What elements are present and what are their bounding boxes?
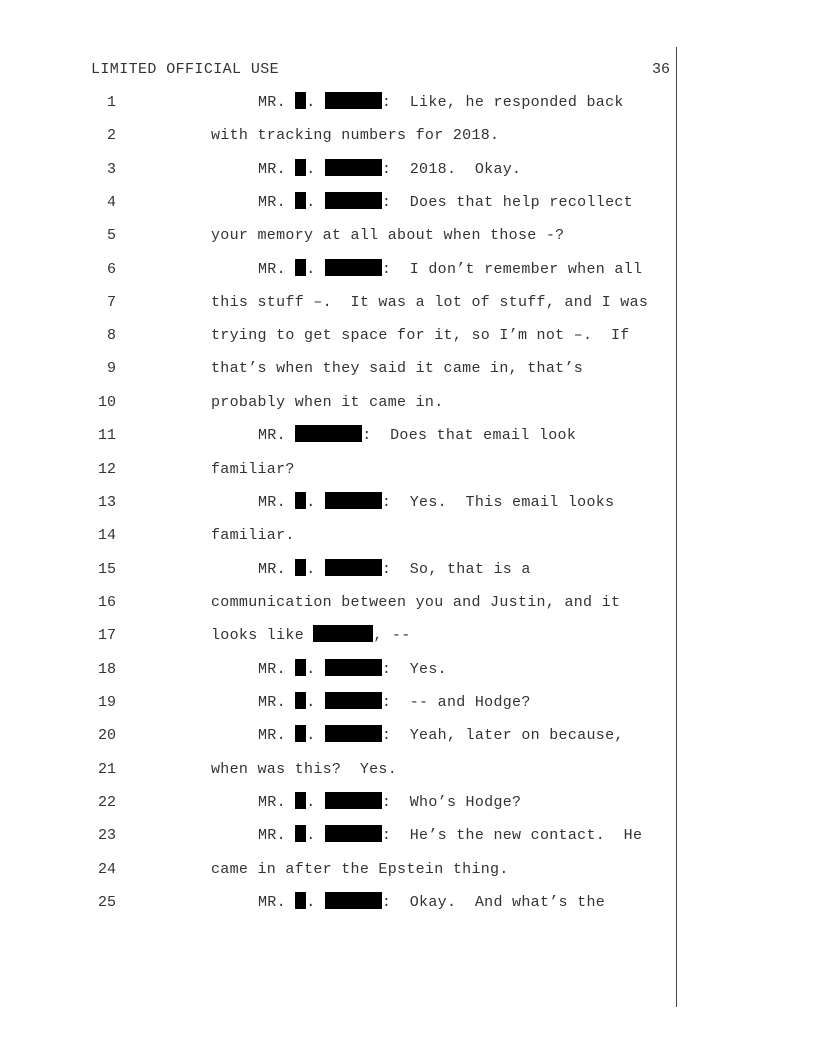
line-text: probably when it came in. <box>211 394 444 411</box>
redaction-block <box>325 92 382 109</box>
transcript-line <box>0 891 676 915</box>
redaction-block <box>325 825 382 842</box>
transcript-line <box>0 791 676 815</box>
line-text: with tracking numbers for 2018. <box>211 127 500 144</box>
line-text: communication between you and Justin, and it <box>211 594 621 611</box>
transcript-line <box>0 491 676 515</box>
speaker-prefix: MR. <box>258 194 296 211</box>
transcript-line <box>0 324 676 348</box>
speaker-prefix: MR. <box>258 794 296 811</box>
transcript-line <box>0 91 676 115</box>
speech-text: : Does that help recollect <box>381 194 633 211</box>
speech-text: , -- <box>373 627 411 644</box>
line-number: 7 <box>106 294 116 311</box>
line-number: 17 <box>97 627 116 644</box>
line-number: 6 <box>106 261 116 278</box>
redaction-block <box>325 559 382 576</box>
redaction-block <box>295 492 306 509</box>
redaction-block <box>325 159 382 176</box>
redaction-block <box>295 692 306 709</box>
line-number: 12 <box>97 461 116 478</box>
redaction-block <box>295 892 306 909</box>
line-number: 25 <box>97 894 116 911</box>
line-number: 1 <box>106 94 116 111</box>
line-number: 24 <box>97 861 116 878</box>
right-margin-rule <box>676 47 677 1007</box>
redaction-block <box>295 825 306 842</box>
speech-text: : He’s the new contact. He <box>381 827 643 844</box>
line-number: 9 <box>106 360 116 377</box>
line-number: 14 <box>97 527 116 544</box>
line-number: 5 <box>106 227 116 244</box>
speaker-separator: . <box>306 561 325 578</box>
speech-text: : Does that email look <box>362 427 577 444</box>
speech-text: : So, that is a <box>381 561 531 578</box>
speaker-prefix: MR. <box>258 894 296 911</box>
transcript-line <box>0 758 676 782</box>
redaction-block <box>325 492 382 509</box>
speaker-prefix: MR. <box>258 561 296 578</box>
line-text: came in after the Epstein thing. <box>211 861 509 878</box>
line-text: your memory at all about when those -? <box>211 227 565 244</box>
line-text <box>258 558 531 582</box>
transcript-line <box>0 858 676 882</box>
speech-text: : 2018. Okay. <box>381 161 522 178</box>
line-number: 23 <box>97 827 116 844</box>
transcript-line <box>0 558 676 582</box>
line-number: 2 <box>106 127 116 144</box>
line-text <box>258 658 447 682</box>
line-text <box>258 258 642 282</box>
speaker-prefix: MR. <box>258 427 296 444</box>
speaker-prefix: MR. <box>258 494 296 511</box>
line-number: 19 <box>97 694 116 711</box>
redaction-block <box>295 192 306 209</box>
speech-text: : Who’s Hodge? <box>381 794 522 811</box>
line-number: 18 <box>97 661 116 678</box>
line-text <box>258 91 624 115</box>
line-text <box>258 824 642 848</box>
redaction-block <box>295 259 306 276</box>
line-number: 22 <box>97 794 116 811</box>
speech-text: : Okay. And what’s the <box>381 894 606 911</box>
line-text <box>258 191 633 215</box>
transcript-line <box>0 458 676 482</box>
speaker-prefix: MR. <box>258 161 296 178</box>
speaker-prefix: MR. <box>258 94 296 111</box>
speaker-prefix: MR. <box>258 694 296 711</box>
line-number: 15 <box>97 561 116 578</box>
speaker-separator: . <box>306 194 325 211</box>
speech-text: looks like <box>211 627 314 644</box>
transcript-line <box>0 591 676 615</box>
line-text: that’s when they said it came in, that’s <box>211 360 584 377</box>
line-text <box>258 691 531 715</box>
transcript-line <box>0 224 676 248</box>
redaction-block <box>325 659 382 676</box>
redaction-block <box>295 792 306 809</box>
line-text <box>258 724 624 748</box>
line-text: this stuff –. It was a lot of stuff, and I was <box>211 294 649 311</box>
line-text <box>258 891 605 915</box>
transcript-line <box>0 291 676 315</box>
transcript-line <box>0 724 676 748</box>
redaction-block <box>295 425 362 442</box>
redaction-block <box>325 725 382 742</box>
line-text <box>258 158 521 182</box>
transcript-line <box>0 357 676 381</box>
redaction-block <box>295 725 306 742</box>
line-number: 3 <box>106 161 116 178</box>
speaker-separator: . <box>306 94 325 111</box>
transcript-line <box>0 158 676 182</box>
speaker-prefix: MR. <box>258 661 296 678</box>
speaker-prefix: MR. <box>258 727 296 744</box>
line-number: 21 <box>97 761 116 778</box>
speaker-separator: . <box>306 661 325 678</box>
line-text <box>258 791 521 815</box>
redaction-block <box>295 159 306 176</box>
speaker-separator: . <box>306 827 325 844</box>
line-number: 10 <box>97 394 116 411</box>
speaker-separator: . <box>306 727 325 744</box>
line-text <box>258 424 576 448</box>
line-number: 20 <box>97 727 116 744</box>
speaker-separator: . <box>306 494 325 511</box>
speaker-separator: . <box>306 261 325 278</box>
transcript-line <box>0 624 676 648</box>
redaction-block <box>295 659 306 676</box>
transcript-line <box>0 391 676 415</box>
line-number: 11 <box>97 427 116 444</box>
line-number: 8 <box>106 327 116 344</box>
redaction-block <box>325 192 382 209</box>
speaker-prefix: MR. <box>258 827 296 844</box>
redaction-block <box>295 92 306 109</box>
line-text: familiar? <box>211 461 295 478</box>
line-text <box>211 624 411 648</box>
transcript-line <box>0 124 676 148</box>
line-number: 4 <box>106 194 116 211</box>
speaker-separator: . <box>306 894 325 911</box>
line-number: 16 <box>97 594 116 611</box>
line-text <box>258 491 614 515</box>
speaker-prefix: MR. <box>258 261 296 278</box>
speech-text: : Yeah, later on because, <box>381 727 624 744</box>
transcript-line <box>0 424 676 448</box>
transcript-line <box>0 691 676 715</box>
line-text: when was this? Yes. <box>211 761 398 778</box>
speech-text: : I don’t remember when all <box>381 261 643 278</box>
transcript-line <box>0 658 676 682</box>
redaction-block <box>325 892 382 909</box>
line-text: familiar. <box>211 527 295 544</box>
page-number: 36 <box>651 61 670 78</box>
redaction-block <box>325 692 382 709</box>
speech-text: : Like, he responded back <box>381 94 624 111</box>
speech-text: : Yes. <box>381 661 447 678</box>
transcript-line <box>0 258 676 282</box>
transcript-line <box>0 524 676 548</box>
line-number: 13 <box>97 494 116 511</box>
speaker-separator: . <box>306 794 325 811</box>
transcript-line <box>0 824 676 848</box>
speech-text: : -- and Hodge? <box>381 694 531 711</box>
transcript-line <box>0 191 676 215</box>
speaker-separator: . <box>306 694 325 711</box>
redaction-block <box>325 792 382 809</box>
redaction-block <box>313 625 373 642</box>
redaction-block <box>325 259 382 276</box>
classification-header: LIMITED OFFICIAL USE <box>91 61 280 78</box>
redaction-block <box>295 559 306 576</box>
line-text: trying to get space for it, so I’m not –. If <box>211 327 630 344</box>
speaker-separator: . <box>306 161 325 178</box>
speech-text: : Yes. This email looks <box>381 494 615 511</box>
